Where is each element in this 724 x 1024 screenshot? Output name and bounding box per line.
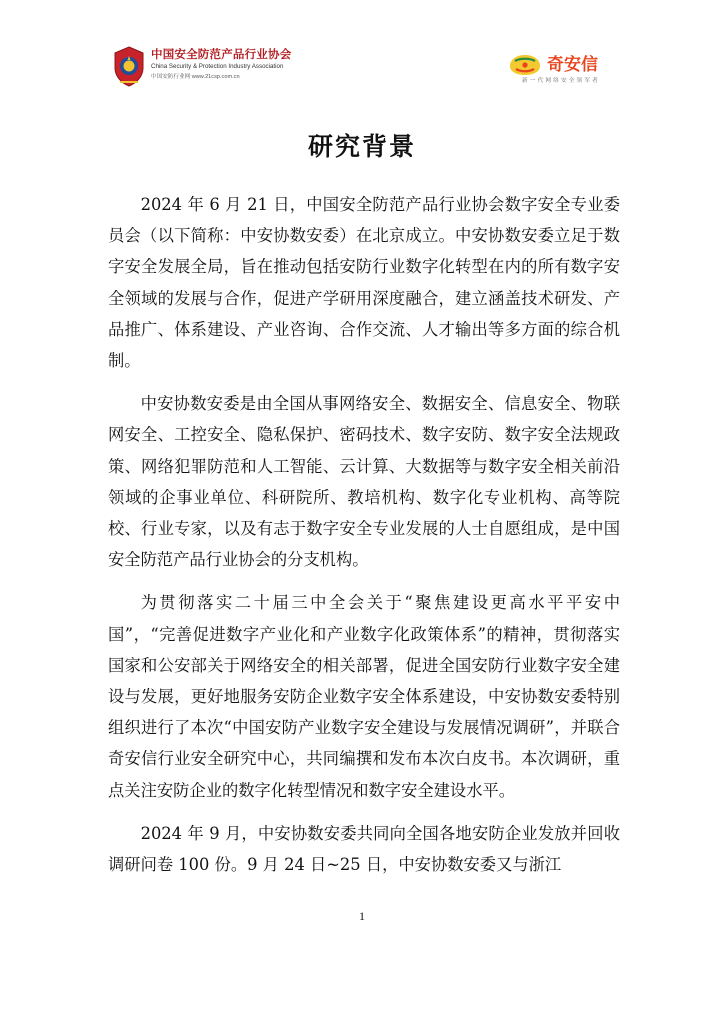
association-name-en: China Security & Protection Industry Association [151, 63, 284, 70]
association-text-block [151, 46, 351, 80]
page-title: 研究背景 [307, 132, 416, 161]
association-emblem-icon [110, 44, 148, 88]
paragraph: 2024 年 9 月，中安协数安委共同向全国各地安防企业发放并回收调研问卷 100 份。9 月 24 日~25 日，中安协数安委又与浙江 [108, 823, 620, 875]
page-number: 1 [359, 909, 365, 923]
qianxin-slogan: 新一代网络安全领军者 [522, 78, 600, 84]
association-website: 中国安防行业网 www.21csp.com.cn [151, 74, 240, 80]
qianxin-brand-name: 奇安信 [547, 55, 598, 75]
paragraph: 中安协数安委是由全国从事网络安全、数据安全、信息安全、物联网安全、工控安全、隐私保护、密码技术、数字安防、数字安全法规政策、网络犯罪防范和人工智能、云计算、大数据等与数字安全相关前沿领域的企事业单位、科研院所、教培机构、数字化专业机构、高等院校、行业专家，以及有志于数字安全专业发展的人士自愿组成，是中国安全防范产品行业协会的分支机构。 [108, 394, 620, 570]
qianxin-logo-icon [508, 52, 542, 78]
body-text [108, 189, 620, 892]
page-header [0, 0, 724, 110]
paragraph: 为贯彻落实二十届三中全会关于“聚焦建设更高水平平安中国”，“完善促进数字产业化和产业数字化政策体系”的精神，贯彻落实国家和公安部关于网络安全的相关部署，促进全国安防行业数字安全建设与发展，更好地服务安防企业数字安全体系建设，中安协数安委特别组织进行了本次“中国安防产业数字安全建设与发展情况调研”，并联合奇安信行业安全研究中心，共同编撰和发布本次白皮书。本次调研，重点关注安防企业的数字化转型情况和数字安全建设水平。 [108, 593, 620, 800]
paragraph: 2024 年 6 月 21 日，中国安全防范产品行业协会数字安全专业委员会（以下简称：中安协数安委）在北京成立。中安协数安委立足于数字安全发展全局，旨在推动包括安防行业数字化转型在内的所有数字安全领域的发展与合作，促进产学研用深度融合，建立涵盖技术研发、产品推广、体系建设、产业咨询、合作交流、人才输出等多方面的综合机制。 [108, 195, 620, 371]
association-name-cn: 中国安全防范产品行业协会 [151, 47, 292, 61]
